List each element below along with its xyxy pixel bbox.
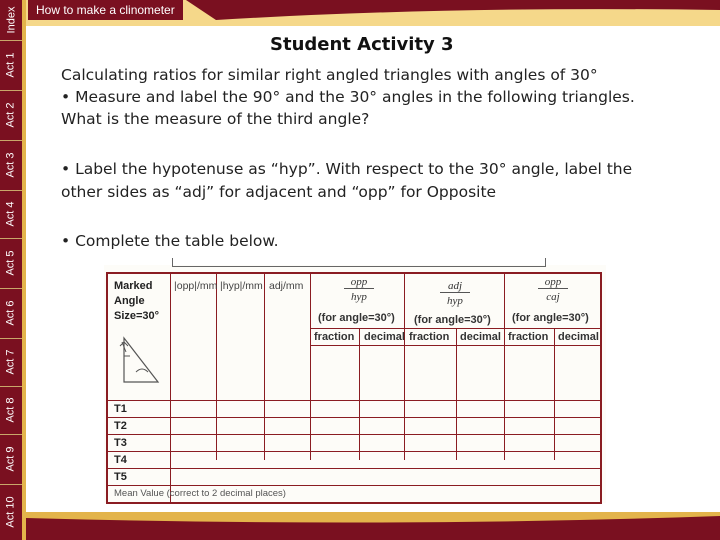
table-divider (554, 328, 555, 460)
table-divider (404, 274, 405, 460)
table-divider (108, 485, 602, 486)
bracket-line (172, 258, 546, 267)
bottom-swoosh (26, 512, 720, 540)
sidebar-item-act-6[interactable] (0, 288, 22, 339)
table-divider (359, 328, 360, 460)
subheader-fraction: fraction (409, 331, 450, 343)
page-title: How to make a clinometer (28, 0, 183, 20)
sidebar-item-label: Index (5, 6, 18, 34)
mean-value-row-label: Mean Value (correct to 2 decimal places) (114, 488, 286, 499)
ratio-adj-hyp-denominator: hyp (447, 295, 463, 307)
row-label-t2: T2 (114, 420, 127, 432)
sidebar-item-label: Act 8 (5, 397, 18, 423)
subheader-decimal: decimal (558, 331, 599, 343)
ratio-adj-hyp-numerator: adj (440, 280, 470, 293)
sidebar-item-index[interactable] (0, 0, 22, 41)
sidebar-divider (22, 0, 26, 540)
sidebar-item-act-4[interactable] (0, 190, 22, 239)
table-divider (108, 468, 602, 469)
row-label-t4: T4 (114, 454, 127, 466)
sidebar-item-act-3[interactable] (0, 140, 22, 191)
table-divider (310, 274, 311, 460)
table-divider (310, 328, 602, 329)
col-adj-mm: adj/mm (269, 280, 304, 292)
ratio-opp-adj-denominator: caj (546, 291, 560, 303)
bottom-banner (26, 512, 720, 540)
row-label-t1: T1 (114, 403, 127, 415)
row-label-t3: T3 (114, 437, 127, 449)
table-divider (504, 274, 505, 460)
intro-line-3: What is the measure of the third angle? (61, 110, 370, 128)
sidebar-item-act-10[interactable] (0, 484, 22, 540)
sidebar-item-act-1[interactable] (0, 40, 22, 91)
table-divider (108, 451, 602, 452)
col-opp-mm: |opp|/mm (174, 280, 218, 292)
marked-angle-label-3: Size=30° (114, 310, 160, 322)
table-divider (108, 434, 602, 435)
sidebar-item-act-2[interactable] (0, 90, 22, 141)
sidebar-item-act-8[interactable] (0, 386, 22, 435)
table-divider (264, 274, 265, 460)
activity-heading: Student Activity 3 (270, 34, 454, 55)
sidebar-item-label: Act 7 (5, 349, 18, 375)
ratio-adj-hyp-note: (for angle=30°) (414, 314, 491, 326)
intro-line-1: Calculating ratios for similar right angled triangles with angles of 30° (61, 66, 598, 84)
sidebar-item-act-5[interactable] (0, 238, 22, 289)
ratio-opp-hyp-numerator: opp (344, 276, 374, 289)
sidebar-item-label: Act 9 (5, 446, 18, 472)
marked-angle-label-1: Marked (114, 280, 153, 292)
sidebar-item-act-7[interactable] (0, 338, 22, 387)
label-instruction-line-1: • Label the hypotenuse as “hyp”. With respect to the 30° angle, label the (61, 160, 633, 178)
label-instruction-line-2: other sides as “adj” for adjacent and “opp” for Opposite (61, 183, 497, 201)
ratio-opp-hyp-denominator: hyp (351, 291, 367, 303)
table-divider (310, 345, 602, 346)
sidebar-item-label: Act 1 (5, 52, 18, 78)
table-divider (456, 328, 457, 460)
subheader-fraction: fraction (314, 331, 355, 343)
ratio-opp-adj-note: (for angle=30°) (512, 312, 589, 324)
activity-sidebar (0, 0, 22, 540)
ratio-opp-hyp-note: (for angle=30°) (318, 312, 395, 324)
subheader-decimal: decimal (364, 331, 405, 343)
table-divider (108, 400, 602, 401)
ratio-opp-adj-numerator: opp (538, 276, 568, 289)
sidebar-item-label: Act 3 (5, 152, 18, 178)
sidebar-item-label: Act 10 (5, 496, 17, 528)
complete-instruction: • Complete the table below. (61, 232, 279, 250)
sidebar-item-label: Act 5 (5, 250, 18, 276)
subheader-decimal: decimal (460, 331, 501, 343)
table-divider (216, 274, 217, 460)
triangle-sketch-icon (116, 332, 164, 388)
sidebar-item-act-9[interactable] (0, 434, 22, 485)
sidebar-item-label: Act 2 (5, 102, 18, 128)
table-divider (108, 417, 602, 418)
intro-line-2: • Measure and label the 90° and the 30° angles in the following triangles. (61, 88, 635, 106)
sidebar-item-label: Act 4 (5, 201, 18, 227)
col-hyp-mm: |hyp|/mm (220, 280, 263, 292)
ratio-table (106, 272, 602, 504)
row-label-t5: T5 (114, 471, 127, 483)
sidebar-item-label: Act 6 (5, 300, 18, 326)
subheader-fraction: fraction (508, 331, 549, 343)
marked-angle-label-2: Angle (114, 295, 145, 307)
